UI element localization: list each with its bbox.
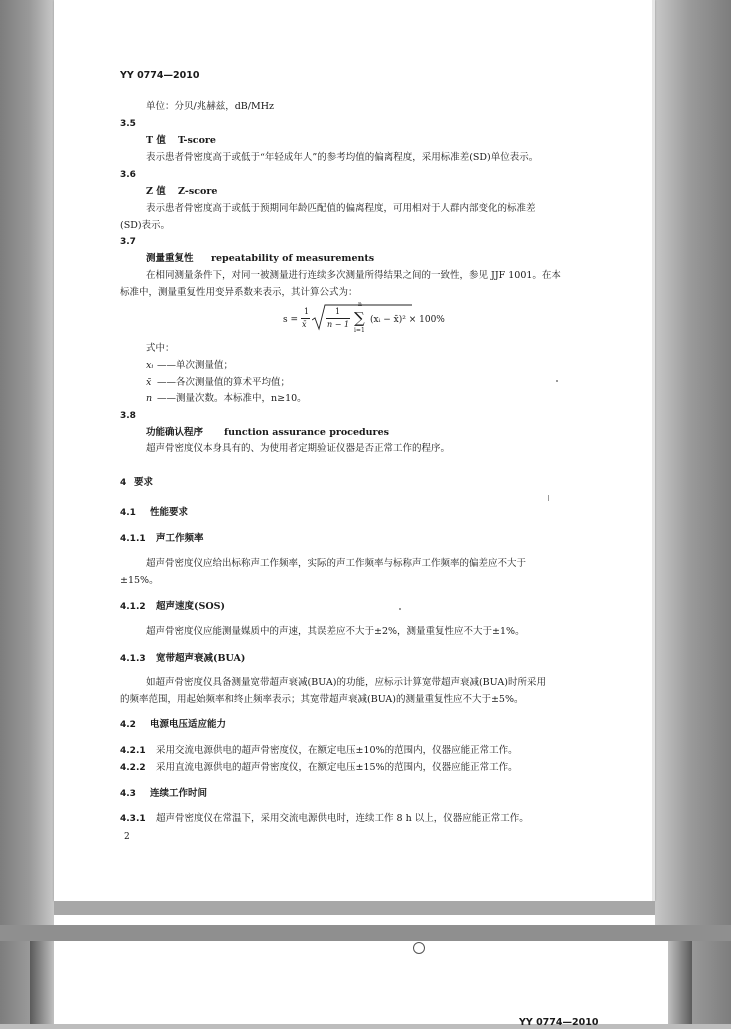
scan-speck bbox=[556, 380, 558, 382]
var-desc: ——测量次数。本标准中，n≥10。 bbox=[157, 393, 307, 404]
section-number: 3.7 bbox=[120, 237, 136, 247]
term-zh: 测量重复性 bbox=[146, 253, 194, 264]
definition: 表示患者骨密度高于或低于“年轻成年人”的参考均值的偏离程度，采用标准差(SD)单位表示。 bbox=[146, 152, 539, 163]
busy-cursor-icon bbox=[413, 942, 425, 954]
term-en: function assurance procedures bbox=[224, 427, 389, 438]
paragraph: 采用直流电源供电的超声骨密度仪，在额定电压±15%的范围内，仪器应能正常工作。 bbox=[156, 762, 518, 773]
page-header: YY 0774—2010 bbox=[120, 70, 200, 81]
scan-speck bbox=[399, 608, 401, 610]
page-gap bbox=[54, 901, 655, 915]
section-title: 要求 bbox=[134, 477, 154, 488]
section-title: 性能要求 bbox=[150, 507, 189, 518]
page-shadow bbox=[668, 941, 692, 1024]
definition: 表示患者骨密度高于或低于预期同年龄匹配值的偏离程度，可用相对于人群内部变化的标准差 bbox=[146, 203, 536, 214]
page-gap-strip bbox=[54, 915, 655, 925]
definition-cont: 标准中，测量重复性用变异系数来表示，其计算公式为： bbox=[120, 287, 358, 298]
sigma-icon: ∑ bbox=[354, 309, 365, 327]
term-zh: 功能确认程序 bbox=[146, 427, 204, 438]
scan-speck bbox=[548, 495, 549, 501]
section-number: 4.2.1 bbox=[120, 746, 146, 756]
section-number: 4.2 bbox=[120, 720, 136, 730]
page-number: 2 bbox=[124, 832, 130, 842]
section-title: 连续工作时间 bbox=[150, 788, 208, 799]
term-zh: T 值 bbox=[146, 135, 166, 146]
sum-lower: i=1 bbox=[354, 327, 365, 334]
document-page-2 bbox=[54, 0, 655, 901]
section-number: 4.1.2 bbox=[120, 602, 146, 612]
section-title: 电源电压适应能力 bbox=[150, 719, 227, 730]
paragraph: 超声骨密度仪应给出标称声工作频率，实际的声工作频率与标称声工作频率的偏差应不大于 bbox=[146, 558, 527, 569]
section-number: 4.1.1 bbox=[120, 534, 146, 544]
section-number: 3.5 bbox=[120, 119, 136, 129]
term-zh: Z 值 bbox=[146, 186, 166, 197]
fraction-bar bbox=[301, 318, 310, 319]
section-number: 4.1.3 bbox=[120, 654, 146, 664]
paragraph: 如超声骨密度仪具备测量宽带超声衰减(BUA)的功能，应标示计算宽带超声衰减(BUA)时所采用 bbox=[146, 677, 546, 688]
paragraph: 超声骨密度仪在常温下，采用交流电源供电时，连续工作 8 h 以上，仪器应能正常工作。 bbox=[156, 813, 529, 824]
formula-lhs: s = bbox=[283, 315, 299, 325]
section-title: 声工作频率 bbox=[156, 533, 204, 544]
paragraph-cont: ±15%。 bbox=[120, 575, 159, 586]
section-number: 3.6 bbox=[120, 170, 136, 180]
document-page-3 bbox=[30, 941, 692, 1028]
section-title: 宽带超声衰减(BUA) bbox=[156, 653, 246, 664]
term-en: T-score bbox=[178, 135, 216, 146]
unit-line: 单位：分贝/兆赫兹，dB/MHz bbox=[146, 101, 274, 112]
paragraph: 采用交流电源供电的超声骨密度仪，在额定电压±10%的范围内，仪器应能正常工作。 bbox=[156, 745, 518, 756]
sum-upper: n bbox=[358, 301, 362, 308]
page-edge bbox=[652, 0, 655, 901]
var-symbol: xᵢ bbox=[146, 360, 154, 371]
section-number: 4.3 bbox=[120, 789, 136, 799]
section-number: 3.8 bbox=[120, 411, 136, 421]
section-number: 4.1 bbox=[120, 508, 136, 518]
definition: 在相同测量条件下，对同一被测量进行连续多次测量所得结果之间的一致性，参见 JJF 1001。在本 bbox=[146, 270, 561, 281]
formula-frac2-den: n − 1 bbox=[327, 320, 350, 329]
definition-cont: (SD)表示。 bbox=[120, 220, 171, 231]
section-number: 4.2.2 bbox=[120, 763, 146, 773]
paragraph: 超声骨密度仪应能测量媒质中的声速，其误差应不大于±2%，测量重复性应不大于±1%。 bbox=[146, 626, 525, 637]
formula-frac2-num: 1 bbox=[335, 307, 341, 316]
paragraph-cont: 的频率范围，用起始频率和终止频率表示；其宽带超声衰减(BUA)的测量重复性应不大于±5%。 bbox=[120, 694, 524, 705]
var-desc: ——单次测量值； bbox=[157, 360, 234, 371]
term-en: Z-score bbox=[178, 186, 218, 197]
term-en: repeatability of measurements bbox=[211, 253, 375, 264]
where-label: 式中： bbox=[146, 343, 175, 354]
page-gap bbox=[0, 925, 731, 941]
section-title: 超声速度(SOS) bbox=[156, 601, 225, 612]
section-number: 4.3.1 bbox=[120, 814, 146, 824]
page-header: YY 0774—2010 bbox=[519, 1017, 599, 1028]
var-symbol: n bbox=[146, 393, 153, 404]
formula-body: (xᵢ − x̄)² × 100% bbox=[370, 315, 445, 325]
var-symbol: x̄ bbox=[146, 377, 152, 388]
var-desc: ——各次测量值的算术平均值； bbox=[157, 377, 291, 388]
formula-frac1-den: x̄ bbox=[302, 320, 307, 329]
fraction-bar bbox=[326, 318, 350, 319]
definition: 超声骨密度仪本身具有的、为使用者定期验证仪器是否正常工作的程序。 bbox=[146, 443, 451, 454]
section-number: 4 bbox=[120, 478, 127, 488]
page-shadow bbox=[30, 941, 54, 1024]
formula-frac1-num: 1 bbox=[304, 307, 310, 316]
